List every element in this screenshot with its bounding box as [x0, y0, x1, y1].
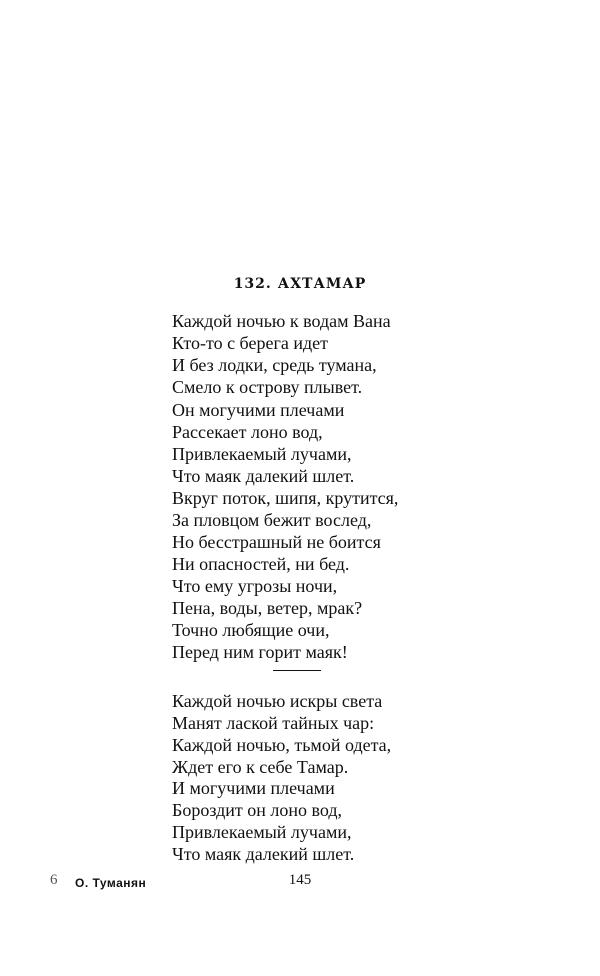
- verse-line: Кто-то с берега идет: [172, 333, 328, 353]
- verse-line: Привлекаемый лучами,: [172, 822, 352, 842]
- stanza-6: [172, 777, 354, 865]
- stanza-3: [172, 487, 398, 575]
- verse-line: Вкруг поток, шипя, крутится,: [172, 488, 399, 508]
- poem-title-text: АХТАМАР: [277, 276, 367, 292]
- verse-line: И могучими плечами: [172, 778, 335, 798]
- stanza-5: [172, 690, 391, 778]
- verse-line: Манят лаской тайных чар:: [172, 713, 375, 733]
- section-divider: [273, 670, 321, 671]
- stanza-1: [172, 310, 391, 398]
- verse-line: Ждет его к себе Тамар.: [172, 757, 349, 777]
- stanza-4: [172, 575, 362, 663]
- verse-line: Рассекает лоно вод,: [172, 422, 323, 442]
- verse-line: И без лодки, средь тумана,: [172, 355, 377, 375]
- page-number: 145: [288, 872, 312, 888]
- verse-line: Смело к острову плывет.: [172, 377, 363, 397]
- verse-line: Каждой ночью, тьмой одета,: [172, 735, 392, 755]
- verse-line: Пена, воды, ветер, мрак?: [172, 598, 363, 618]
- poem-title: [0, 276, 600, 292]
- verse-line: Точно любящие очи,: [172, 620, 330, 640]
- stanza-2: [172, 399, 354, 487]
- verse-line: Привлекаемый лучами,: [172, 444, 352, 464]
- verse-line: Что маяк далекий шлет.: [172, 844, 355, 864]
- verse-line: Каждой ночью к водам Вана: [172, 311, 391, 331]
- verse-line: За пловцом бежит вослед,: [172, 510, 372, 530]
- footer-author: О. Туманян: [75, 876, 147, 890]
- verse-line: Но бесстрашный не боится: [172, 532, 381, 552]
- verse-line: Он могучими плечами: [172, 400, 345, 420]
- verse-line: Ни опасностей, ни бед.: [172, 554, 350, 574]
- poem-number: 132.: [233, 276, 272, 292]
- verse-line: Каждой ночью искры света: [172, 691, 383, 711]
- verse-line: Что ему угрозы ночи,: [172, 576, 338, 596]
- verse-line: Бороздит он лоно вод,: [172, 800, 343, 820]
- signature-mark: 6: [50, 872, 58, 888]
- verse-line: Что маяк далекий шлет.: [172, 466, 355, 486]
- verse-line: Перед ним горит маяк!: [172, 642, 348, 662]
